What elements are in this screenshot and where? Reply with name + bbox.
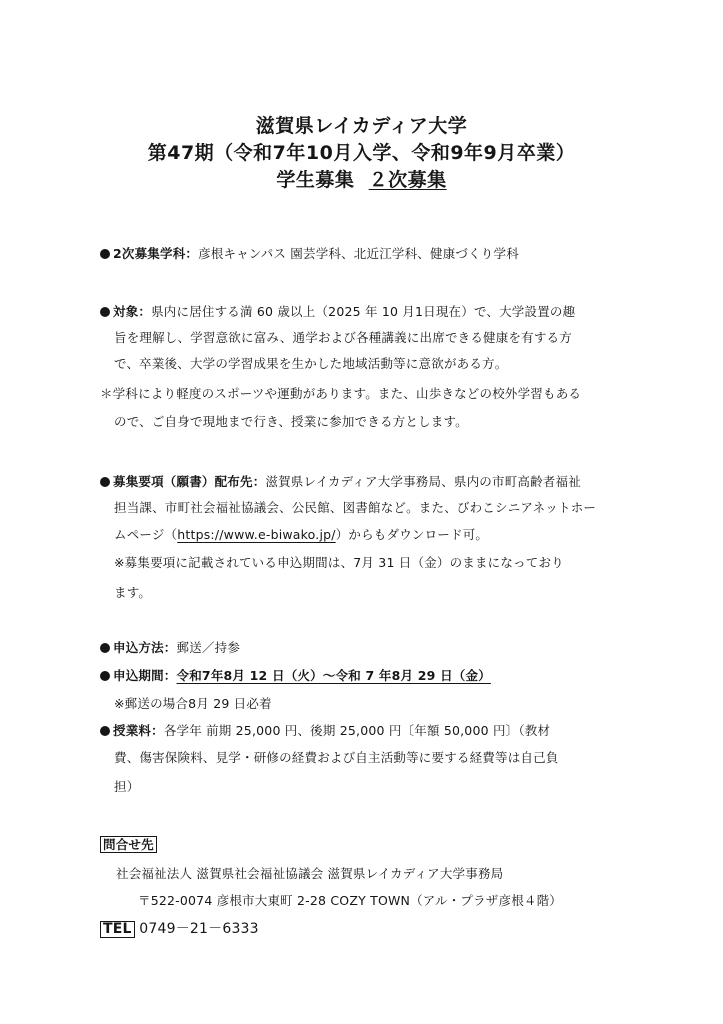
guidelines-line3-suffix: ）からもダウンロード可。 [335,527,489,542]
contact-heading-box: 問合せ先 [100,836,157,853]
departments-text: 彦根キャンパス 園芸学科、北近江学科、健康づくり学科 [198,246,519,261]
eligibility-line2: 旨を理解し、学習意欲に富み、通学および各種講義に出席できる健康を有する方 [114,330,572,345]
guidelines-label: 募集要項（願書）配布先： [113,474,266,489]
guidelines-note-line1: ※募集要項に記載されている申込期間は、7月 31 日（金）のままになっており [114,555,564,570]
eligibility-note-line1: ＊学科により軽度のスポーツや運動があります。また、山歩きなどの校外学習もある [100,386,582,401]
guidelines-line3 [114,527,488,543]
application-period-note: ※郵送の場合8月 29 日必着 [114,696,272,711]
tuition-text-1: 各学年 前期 25,000 円、後期 25,000 円〔年額 50,000 円〕（教材 [163,723,551,738]
departments-section [100,246,519,262]
bullet-icon [100,671,110,681]
tel-label-box: TEL [100,921,135,938]
application-method-text: 郵送／持参 [176,640,241,655]
guidelines-line1 [100,474,581,490]
eligibility-label: 対象： [113,304,152,319]
guidelines-text-1: 滋賀県レイカディア大学事務局、県内の市町高齢者福祉 [265,474,581,489]
application-period-label: 申込期間： [113,668,177,683]
eligibility-note-line2: ので、ご自身で現地まで行き、授業に参加できる方とします。 [114,414,468,429]
application-period-text: 令和7年8月 12 日（火）～令和 7 年8月 29 日（金） [176,668,491,683]
page-title-line3 [0,168,723,192]
bullet-icon [100,726,110,736]
contact-organization: 社会福祉法人 滋賀県社会福祉協議会 滋賀県レイカディア大学事務局 [116,866,504,881]
tuition-label: 授業料： [113,723,164,738]
page-title-line2: 第47期（令和7年10月入学、令和9年9月卒業） [147,142,576,164]
page-title-second-round: ２次募集 [368,169,447,191]
guidelines-url-link[interactable]: https://www.e-biwako.jp/ [177,527,336,542]
tuition-line2: 費、傷害保険料、見学・研修の経費および自主活動等に要する経費等は自己負 [114,750,559,765]
bullet-icon [100,307,110,317]
bullet-icon [100,643,110,653]
departments-label: 2次募集学科： [113,246,199,261]
contact-tel [100,921,259,938]
guidelines-line3-prefix: ムページ（ [114,527,178,542]
tel-number: 0749－21－6333 [139,921,259,937]
guidelines-line2: 担当課、市町社会福祉協議会、公民館、図書館など。また、びわこシニアネットホー [114,500,597,515]
bullet-icon [100,249,110,259]
application-method [100,640,240,656]
eligibility-line3: で、卒業後、大学の学習成果を生かした地域活動等に意欲がある方。 [114,356,508,371]
page-title-line1: 滋賀県レイカディア大学 [255,115,468,137]
tuition-line3: 担） [114,779,140,794]
eligibility-line1 [100,304,575,320]
application-period [100,668,491,684]
bullet-icon [100,477,110,487]
page-title-recruitment: 学生募集 [276,169,355,191]
contact-address: 〒522-0074 彦根市大東町 2-28 COZY TOWN（アル・プラザ彦根４階） [138,893,562,908]
guidelines-note-line2: ます。 [114,585,152,600]
contact-heading [100,836,157,853]
tuition-line1 [100,723,550,739]
eligibility-text-1: 県内に居住する満 60 歳以上（2025 年 10 月1日現在）で、大学設置の趣 [151,304,576,319]
application-method-label: 申込方法： [113,640,177,655]
